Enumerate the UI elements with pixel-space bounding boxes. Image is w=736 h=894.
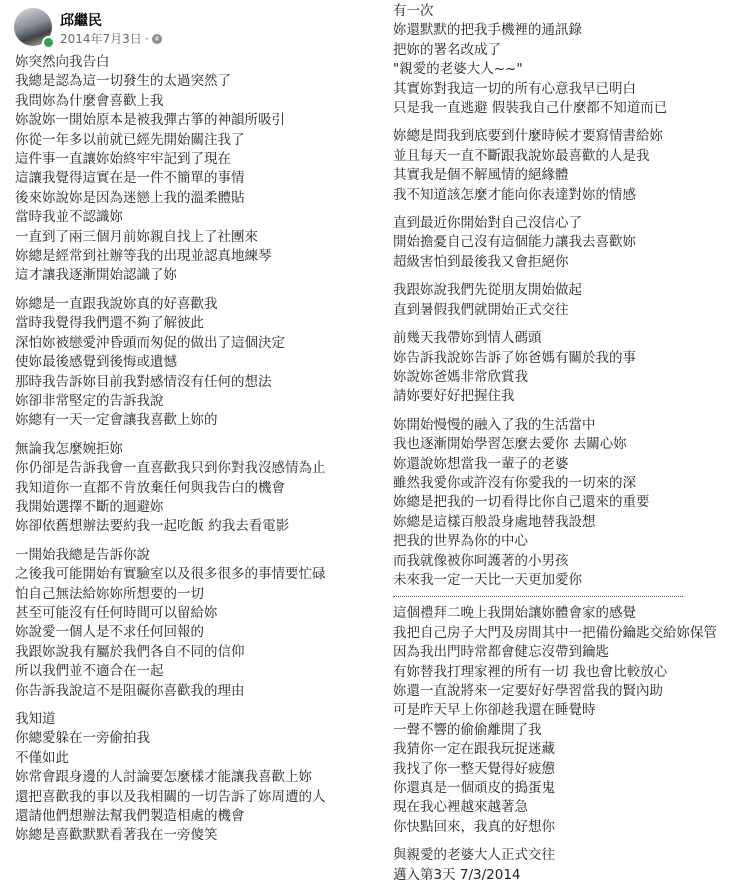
- post-body-right-column: [393, 2, 733, 894]
- post-text-line: 前幾天我帶妳到情人碼頭: [393, 330, 542, 347]
- post-text-line: 開始擔憂自己沒有這個能力讓我去喜歡妳: [393, 234, 636, 251]
- post-text-line: 我知道你一直都不肯放棄任何與我告白的機會: [15, 479, 285, 496]
- post-text-line: 這讓我覺得這實在是一件不簡單的事情: [15, 170, 245, 187]
- post-text-line: 把我的世界為你的中心: [393, 533, 528, 550]
- post-text-line: 妳總是一直跟我說妳真的好喜歡我: [15, 295, 218, 312]
- post-text-line: 我也逐漸開始學習怎麼去愛你 去關心妳: [393, 436, 627, 453]
- post-text-line: 妳告訴我說妳告訴了妳爸媽有關於我的事: [393, 349, 636, 366]
- post-text-line: 這才讓我逐漸開始認識了妳: [15, 267, 177, 284]
- post-text-line: 超級害怕到最後我又會拒絕你: [393, 253, 569, 270]
- post-text-line: 妳總有一天一定會讓我喜歡上妳的: [15, 412, 218, 429]
- meta-separator: ·: [144, 31, 149, 46]
- author-name[interactable]: 邱繼民: [60, 13, 102, 29]
- post-text-line: 請妳要好好把握住我: [393, 388, 515, 405]
- post-text-line: 這件事一直讓妳始終牢牢記到了現在: [15, 151, 231, 168]
- post-text-line: 你從一年多以前就已經先開始關注我了: [15, 131, 245, 148]
- post-text-line: 妳還一直說將來一定要好好學習當我的賢內助: [393, 683, 663, 699]
- post-text-line: 與親愛的老婆大人正式交往: [393, 847, 555, 864]
- post-text-line: 未來我一定一天比一天更加愛你: [393, 571, 582, 588]
- post-text-line: 妳總是問我到底要到什麼時候才要寫情書給妳: [393, 128, 663, 145]
- avatar[interactable]: [14, 8, 52, 46]
- post-text-line: 只是我一直逃避 假裝我自己什麼都不知道而已: [393, 100, 668, 117]
- post-text-line: 妳還說妳想當我一輩子的老婆: [393, 455, 569, 472]
- post-paragraph: [393, 2, 733, 118]
- post-text-line: 那時我告訴妳目前我對感情沒有任何的想法: [15, 373, 272, 390]
- post-text-line: 直到最近你開始對自己沒信心了: [393, 215, 582, 232]
- post-text-line: 並且每天一直不斷跟我說妳最喜歡的人是我: [393, 147, 650, 164]
- post-text-line: 因為我出門時常都會健忘沒帶到鑰匙: [393, 644, 609, 661]
- post-text-line: 妳常會跟身邊的人討論要怎麼樣才能讓我喜歡上妳: [15, 769, 312, 786]
- post-text-line: 妳總是把我的一切看得比你自己還來的重要: [393, 494, 650, 511]
- post-text-line: 我不知道該怎麼才能向你表達對妳的情感: [393, 186, 636, 203]
- post-text-line: 我總是認為這一切發生的太過突然了: [15, 73, 231, 90]
- post-text-line: 後來妳說妳是因為迷戀上我的溫柔體貼: [15, 189, 245, 206]
- post-text-line: 其實妳對我這一切的所有心意我早已明白: [393, 80, 636, 97]
- post-text-line: 可是昨天早上你卻趁我還在睡覺時: [393, 702, 596, 719]
- post-text-line: 一直到了兩三個月前妳親自找上了社團來: [15, 228, 258, 245]
- post-text-line: 妳說愛一個人是不求任何回報的: [15, 624, 204, 641]
- post-text-line: 妳總是這樣百般設身處地替我設想: [393, 513, 596, 530]
- post-text-line: 邁入第3天 7/3/2014: [393, 866, 521, 883]
- globe-icon[interactable]: [152, 34, 162, 44]
- post-paragraph: [15, 546, 365, 701]
- post-paragraph: [393, 604, 733, 837]
- post-text-line: 妳卻依舊想辦法要約我一起吃飯 約我去看電影: [15, 518, 290, 535]
- post-text-line: 你總愛躲在一旁偷拍我: [15, 730, 150, 747]
- post-paragraph: [15, 295, 365, 431]
- post-text-line: 怕自己無法給妳妳所想要的一切: [15, 585, 204, 602]
- post-text-line: 之後我可能開始有實驗室以及很多很多的事情要忙碌: [15, 566, 326, 583]
- post-text-line: 我猜你一定在跟我玩捉迷藏: [393, 741, 555, 758]
- post-text-line: "親愛的老婆大人~~": [393, 61, 523, 78]
- post-text-line: 還請他們想辦法幫我們製造相處的機會: [15, 808, 245, 825]
- post-text-line: 還把喜歡我的事以及我相關的一切告訴了妳周遭的人: [15, 788, 326, 805]
- dotted-divider: [393, 596, 683, 597]
- post-text-line: 妳開始慢慢的融入了我的生活當中: [393, 416, 596, 433]
- post-paragraph: [393, 281, 733, 320]
- post-text-line: 我知道: [15, 711, 56, 727]
- post-text-line: 妳說妳爸媽非常欣賞我: [393, 368, 528, 385]
- post-text-line: 把妳的署名改成了: [393, 41, 501, 58]
- post-text-line: 直到暑假我們就開始正式交往: [393, 301, 569, 318]
- post-text-line: 所以我們並不適合在一起: [15, 663, 164, 680]
- post-text-line: 一聲不響的偷偷離開了我: [393, 721, 542, 738]
- post-text-line: 雖然我愛你或許沒有你愛我的一切來的深: [393, 474, 636, 491]
- post-text-line: 妳總是喜歡默默看著我在一旁傻笑: [15, 827, 218, 844]
- post-text-line: 你還真是一個頑皮的搗蛋鬼: [393, 780, 555, 797]
- post-paragraph: [393, 416, 733, 591]
- post-text-line: 這個禮拜二晚上我開始讓妳體會家的感覺: [393, 605, 636, 622]
- post-text-line: 妳說妳一開始原本是被我彈古箏的神韻所吸引: [15, 112, 285, 129]
- post-text-line: 你仍卻是告訴我會一直喜歡我只到你對我沒感情為止: [15, 460, 326, 477]
- post-text-line: 你快點回來，我真的好想你: [393, 818, 555, 835]
- post-paragraph: [15, 53, 365, 286]
- post-text-line: 我開始選擇不斷的迴避妳: [15, 498, 164, 515]
- post-text-line: 妳總是經常到社辦等我的出現並認真地練琴: [15, 248, 272, 265]
- post-text-line: 妳卻非常堅定的告訴我說: [15, 392, 164, 409]
- post-text-line: 其實我是個不解風情的絕緣體: [393, 167, 569, 184]
- post-paragraph: [393, 214, 733, 272]
- post-paragraph: [393, 846, 733, 885]
- post-text-line: 當時我並不認識妳: [15, 209, 123, 226]
- online-status-icon: [42, 36, 55, 49]
- post-text-line: 一開始我總是告訴你說: [15, 546, 150, 563]
- post-text-line: 有妳替我打理家裡的所有一切 我也會比較放心: [393, 663, 668, 680]
- post-text-line: 甚至可能沒有任何時間可以留給妳: [15, 604, 218, 621]
- post-text-line: 有一次: [393, 3, 434, 19]
- post-text-line: 我把自己房子大門及房間其中一把備份鑰匙交給妳保管: [393, 624, 717, 641]
- post-text-line: 妳突然向我告白: [15, 54, 110, 70]
- post-paragraph: [15, 440, 365, 537]
- post-text-line: 深怕妳被戀愛沖昏頭而匆促的做出了這個決定: [15, 334, 285, 351]
- post-body-left-column: [15, 53, 365, 855]
- post-paragraph: [393, 127, 733, 205]
- post-text-line: 使妳最後感覺到後悔或遺憾: [15, 354, 177, 371]
- post-text-line: 現在我心裡越來越著急: [393, 799, 528, 816]
- post-text-line: 你告訴我說這不是阻礙你喜歡我的理由: [15, 682, 245, 699]
- post-text-line: 我跟妳說我有屬於我們各自不同的信仰: [15, 643, 245, 660]
- post-text-line: 妳還默默的把我手機裡的通訊錄: [393, 22, 582, 39]
- post-text-line: 無論我怎麼婉拒妳: [15, 440, 123, 457]
- post-text-line: 我跟妳說我們先從朋友開始做起: [393, 282, 582, 299]
- post-text-line: 我找了你一整天覺得好疲憊: [393, 760, 555, 777]
- post-text-line: 當時我覺得我們還不夠了解彼此: [15, 315, 204, 332]
- post-meta: [60, 30, 162, 47]
- post-text-line: 不僅如此: [15, 749, 69, 766]
- post-text-line: 而我就像被你呵護著的小男孩: [393, 552, 569, 569]
- post-paragraph: [393, 329, 733, 407]
- post-paragraph: [15, 710, 365, 846]
- post-date[interactable]: 2014年7月3日: [60, 32, 142, 46]
- post-text-line: 我問妳為什麼會喜歡上我: [15, 92, 164, 109]
